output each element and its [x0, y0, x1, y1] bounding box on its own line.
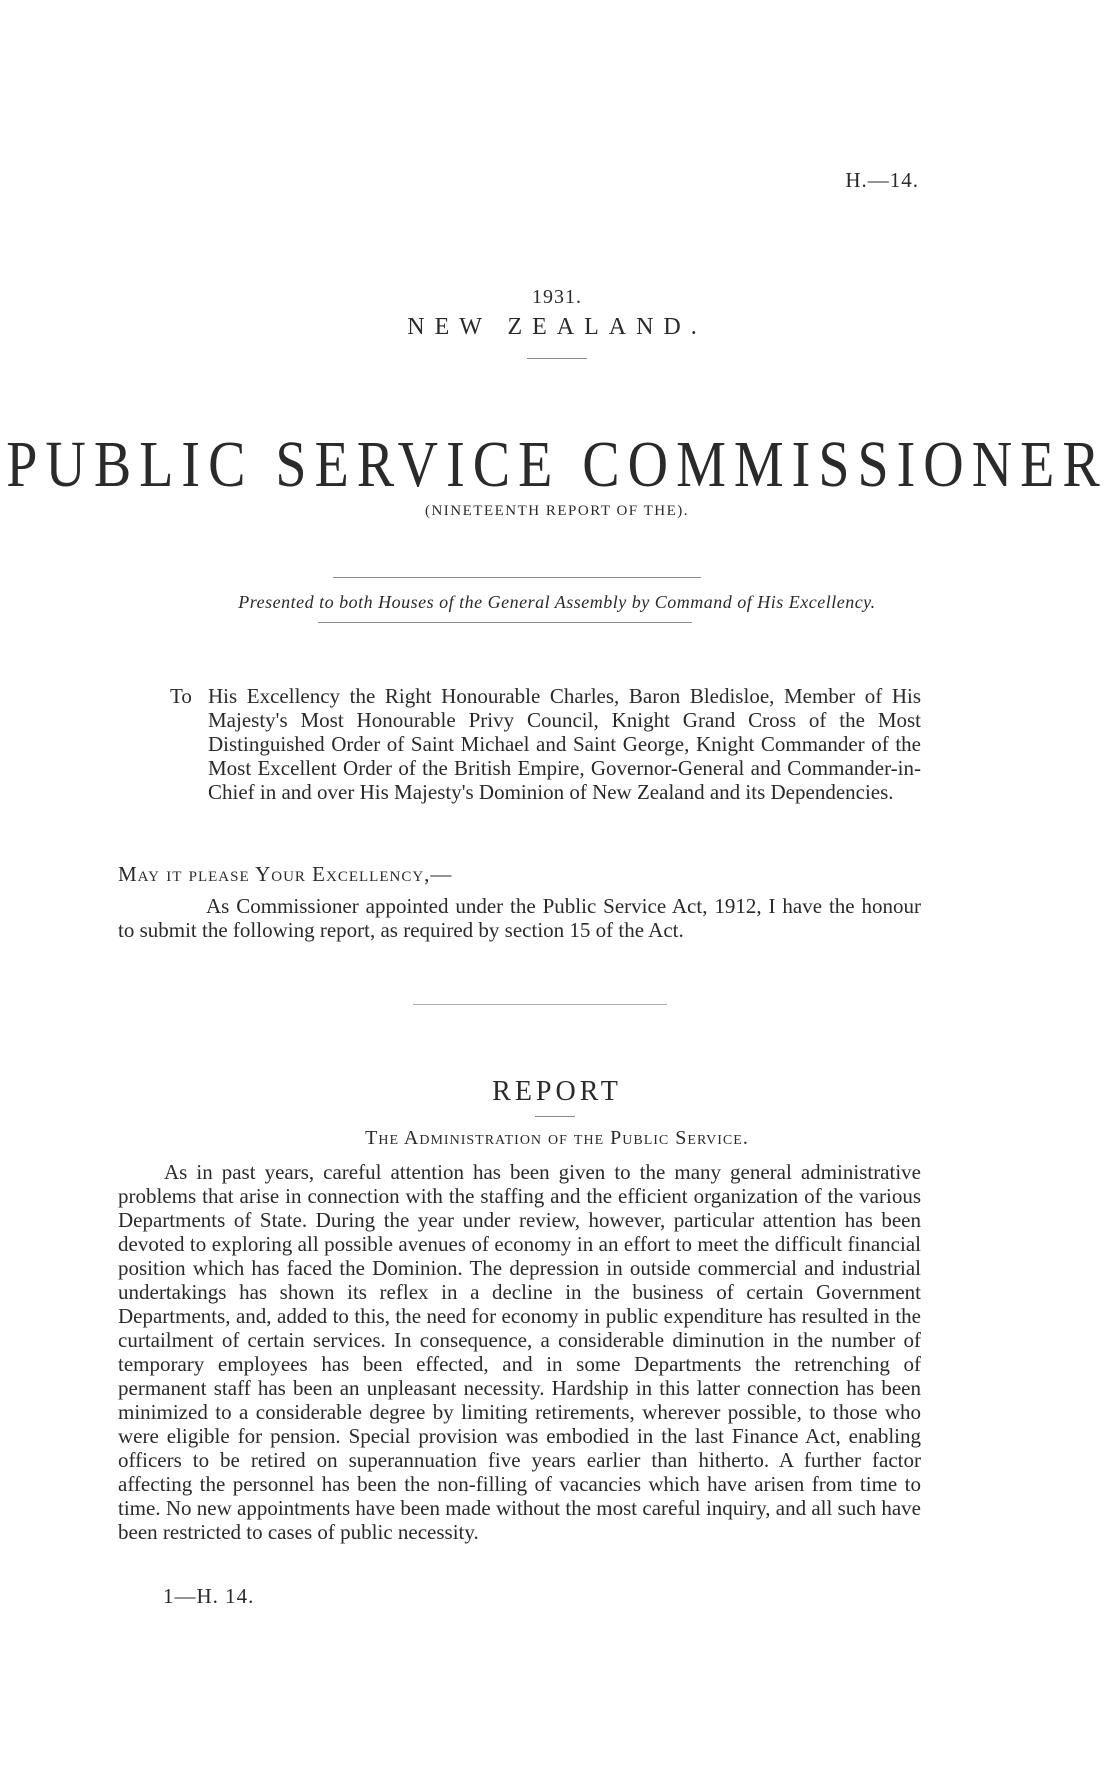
section-separator [413, 1004, 667, 1005]
intro-paragraph: As Commissioner appointed under the Public Service Act, 1912, I have the honour to submit the following report, as required by section 15 of the Act. [118, 894, 921, 942]
report-paragraph: As in past years, careful attention has been given to the many general administrative problems that arise in connection with the staffing and the efficient organization of the various Departments of State. During the year under review, however, particular attention has been devoted to exploring all possible avenues of economy in an effort to meet the difficult financial position which has faced the Dominion. The depression in outside commercial and industrial undertakings has shown its reflex in a decline in the business of certain Government Departments, and, added to this, the need for economy in public expenditure has resulted in the curtailment of certain services. In consequence, a considerable diminution in the number of temporary employees has been effected, and in some Departments the retrenching of permanent staff has been an unpleasant necessity. Hardship in this latter connection has been minimized to a considerable degree by limiting retirements, wherever possible, to those who were eligible for pension. Special provision was embodied in the last Finance Act, enabling officers to be retired on superannuation five years earlier than hitherto. A further factor affecting the personnel has been the non-filling of vacancies which have arisen from time to time. No new appointments have been made without the most careful inquiry, and all such have been restricted to cases of public necessity. [118, 1160, 921, 1544]
address-to: To [170, 684, 192, 708]
presented-line: Presented to both Houses of the General Assembly by Command of His Excellency. [238, 592, 876, 612]
divider-report [535, 1116, 575, 1117]
document-reference: H.—14. [845, 168, 919, 192]
address-text: His Excellency the Right Honourable Charles, Baron Bledisloe, Member of His Majesty's Most Honourable Privy Council, Knight Grand Cross of the Most Distinguished Order of Saint Michael and Saint George, Knight Commander of the Most Excellent Order of the British Empire, Governor-General and Commander-in-Chief in and over His Majesty's Dominion of New Zealand and its Dependencies. [208, 684, 921, 804]
divider-upper [333, 577, 701, 578]
document-subtitle: (NINETEENTH REPORT OF THE). [424, 503, 690, 519]
report-heading: REPORT [492, 1076, 622, 1107]
document-title: PUBLIC SERVICE COMMISSIONER [6, 428, 1108, 502]
divider-lower [318, 622, 692, 623]
page-footer-ref: 1—H. 14. [163, 1584, 255, 1608]
divider-short [527, 358, 587, 359]
country-name: NEW ZEALAND. [407, 314, 707, 340]
section-title: The Administration of the Public Service. [365, 1127, 749, 1149]
salutation: May it please Your Excellency,— [118, 862, 453, 886]
report-year: 1931. [532, 286, 582, 308]
address-block [170, 684, 921, 804]
